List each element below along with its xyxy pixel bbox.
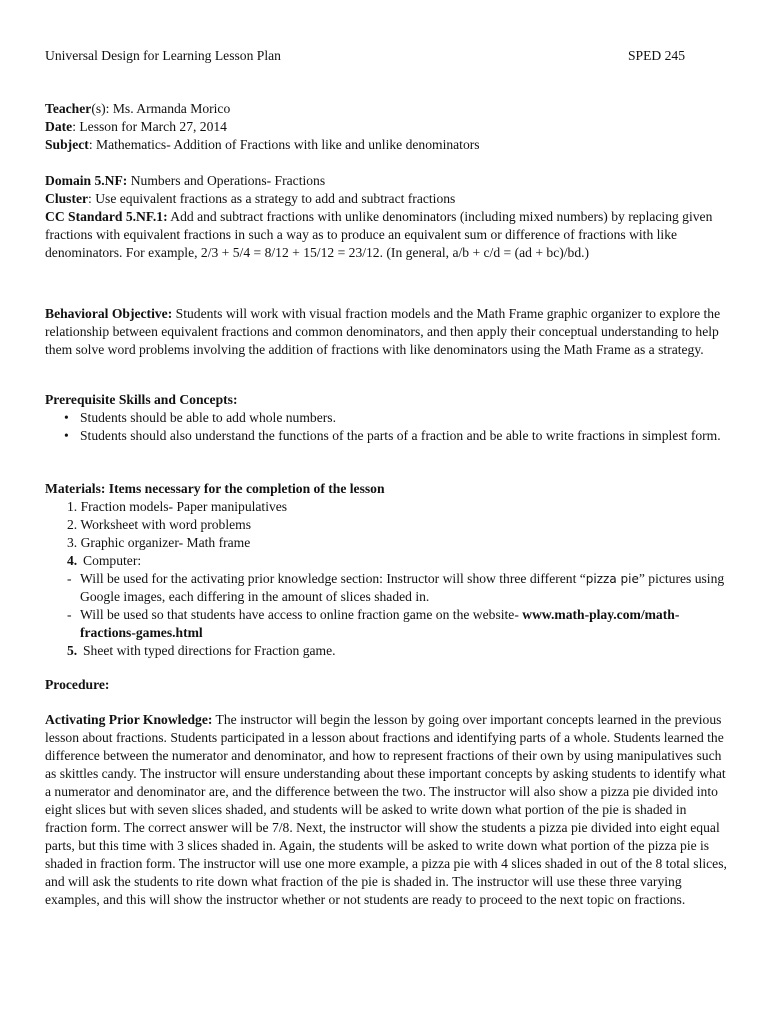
procedure-heading: Procedure: [45, 677, 110, 692]
list-item: - Will be used so that students have access to online fraction game on the website- www.math-play.com/math-fractions-games.html [67, 607, 680, 640]
prerequisite-heading: Prerequisite Skills and Concepts: [45, 392, 238, 407]
list-item: • Students should also understand the functions of the parts of a fraction and be able to write fractions in simplest form. [45, 427, 727, 445]
standards-section [45, 172, 727, 262]
teacher-line: Teacher(s): Ms. Armanda Morico [45, 101, 231, 116]
list-item: 5. Sheet with typed directions for Fraction game. [67, 643, 336, 658]
list-item: 2. Worksheet with word problems [67, 517, 252, 532]
website-link[interactable]: www.math-play.com/math-fractions-games.html [80, 607, 680, 640]
list-item: 3. Graphic organizer- Math frame [67, 535, 251, 550]
materials-heading: Materials: Items necessary for the completion of the lesson [45, 481, 385, 496]
subject-line: Subject: Mathematics- Addition of Fractions with like and unlike denominators [45, 137, 480, 152]
materials-section [45, 480, 727, 660]
cluster-line: Cluster: Use equivalent fractions as a strategy to add and subtract fractions [45, 191, 456, 206]
list-item: 4. Computer: [67, 553, 142, 568]
document-title: Universal Design for Learning Lesson Plan [45, 48, 281, 63]
date-line: Date: Lesson for March 27, 2014 [45, 119, 227, 134]
prerequisite-list [45, 409, 727, 445]
course-code: SPED 245 [627, 48, 685, 63]
domain-line: Domain 5.NF: Numbers and Operations- Fractions [45, 173, 326, 188]
activating-prior-knowledge: Activating Prior Knowledge: The instructor will begin the lesson by going over important concepts learned in the previous lesson about fractions. Students participated in a lesson about fractions and identifying parts of a whole. Students learned the difference between the numerator and denominator, and how to represent fractions of their own by using manipulatives such as skittles candy. The instructor will ensure understanding about these important concepts by asking students to identify what a numerator and denominator are, and the difference between the two. The instructor will also show a pizza pie divided into eight slices but with seven slices shaded, and students will be asked to write down what portion of the pie is shaded in fraction form. The correct answer will be 7/8. Next, the instructor will show the students a pizza pie divided into eight equal parts, but this time with 3 slices shaded in. Again, the students will be asked to write down what portion of the pizza pie is shaded in fraction form. The instructor will use one more example, a pizza pie with 4 slices shaded in out of the 8 total slices, and will ask the students to rite down what fraction of the pie is shaded in. The instructor will use these three varying examples, and this will show the instructor whether or not students are ready to proceed to the next topic on fractions. [45, 712, 727, 907]
lesson-info [45, 100, 727, 154]
list-item: - Will be used for the activating prior knowledge section: Instructor will show three different “pizza pie” pictures using Google images, each differing in the amount of slices shaded in. [67, 571, 725, 604]
behavioral-objective: Behavioral Objective: Students will work with visual fraction models and the Math Frame graphic organizer to explore the relationship between equivalent fractions and common denominators, and then apply their conceptual understanding to help them solve word problems involving the addition of fractions with like denominators using the Math Frame as a strategy. [45, 306, 721, 357]
list-item: • Students should be able to add whole numbers. [45, 409, 727, 427]
list-item: 1. Fraction models- Paper manipulatives [67, 499, 288, 514]
cc-standard: CC Standard 5.NF.1: Add and subtract fractions with unlike denominators (including mixed numbers) by replacing given fractions with equivalent fractions in such a way as to produce an equivalent sum or difference of fractions with like denominators. For example, 2/3 + 5/4 = 8/12 + 15/12 = 23/12. (In general, a/b + c/d = (ad + bc)/bd.) [45, 209, 713, 260]
prerequisite-section [45, 391, 727, 445]
page-header [45, 47, 685, 65]
